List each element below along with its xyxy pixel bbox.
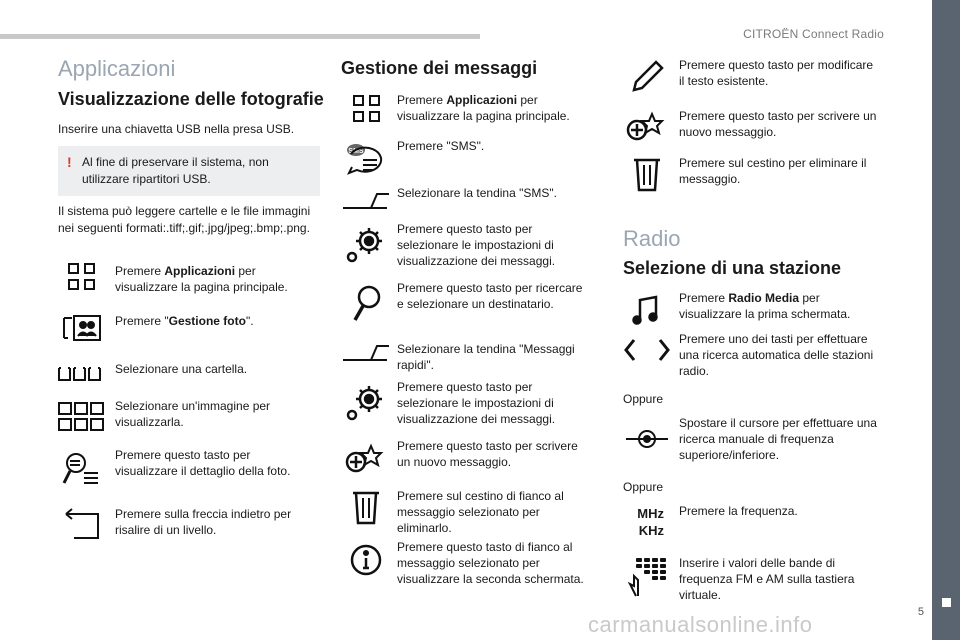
col2-item-1-text: Premere Applicazioni per visualizzare la pagina principale. (397, 93, 570, 123)
header-title: CITROËN Connect Radio (743, 27, 884, 41)
col1-item-1-text: Premere Applicazioni per visualizzare la pagina principale. (115, 264, 288, 294)
right-sidebar-bar (932, 0, 960, 640)
col2-item-3-text: Selezionare la tendina "SMS". (397, 186, 557, 200)
col2-item-6-text: Selezionare la tendina "Messaggi rapidi". (397, 342, 575, 372)
folder-row-icon[interactable] (56, 354, 106, 394)
warning-box (58, 146, 320, 196)
oppure-label-1: Oppure (623, 392, 664, 406)
music-note-icon[interactable] (622, 290, 672, 330)
frequency-icon[interactable] (622, 502, 672, 544)
tab-icon[interactable] (341, 182, 391, 222)
col2-item-5-text: Premere questo tasto per ricercare e selezionare un destinatario. (397, 281, 583, 311)
subtitle-station: Selezione di una stazione (623, 258, 842, 278)
sms-icon[interactable] (341, 138, 391, 178)
col1-item-6-text: Premere sulla freccia indietro per risalire di un livello. (115, 507, 292, 537)
new-message-icon[interactable] (341, 438, 391, 478)
trash-icon[interactable] (341, 488, 391, 528)
subtitle-messages: Gestione dei messaggi (341, 58, 538, 78)
apps-grid-icon[interactable] (341, 89, 391, 129)
apps-grid-icon[interactable] (58, 258, 108, 298)
col2-item-4-text: Premere questo tasto per selezionare le impostazioni di visualizzazione dei messaggi. (397, 222, 556, 268)
warning-text: Al fine di preservare il sistema, non utilizzare ripartitori USB. (82, 155, 269, 186)
khz-label: KHz (638, 523, 664, 538)
col1-item-4-text: Selezionare un'immagine per visualizzarla. (115, 399, 271, 429)
pencil-icon[interactable] (622, 56, 672, 96)
page-marker (942, 598, 951, 607)
sms-badge-text: SMS (348, 148, 364, 155)
photo-manager-icon[interactable] (58, 308, 108, 348)
oppure-label-2: Oppure (623, 480, 664, 494)
trash-icon[interactable] (622, 155, 672, 195)
col3-item-6-text: Spostare il cursore per effettuare una ricerca manuale di frequenza superiore/inferiore. (679, 416, 877, 462)
col3-item-4-text: Premere Radio Media per visualizzare la prima schermata. (679, 291, 851, 321)
search-icon[interactable] (341, 283, 391, 323)
top-rule (0, 34, 480, 39)
section-title-radio: Radio (623, 226, 681, 251)
keypad-icon[interactable] (622, 554, 672, 600)
formats-text: Il sistema può leggere cartelle e le file immagini nei seguenti formati:.tiff;.gif;.jpg/jpeg;.bmp;.png. (58, 204, 311, 235)
col2-item-7-text: Premere questo tasto per selezionare le impostazioni di visualizzazione dei messaggi. (397, 380, 556, 426)
warning-icon: ! (67, 154, 72, 170)
col2-item-8-text: Premere questo tasto per scrivere un nuovo messaggio. (397, 439, 578, 469)
image-grid-icon[interactable] (56, 397, 106, 437)
col3-item-2-text: Premere questo tasto per scrivere un nuovo messaggio. (679, 109, 877, 139)
col3-item-5-text: Premere uno dei tasti per effettuare una ricerca automatica delle stazioni radio. (679, 332, 874, 378)
intro-text: Inserire una chiavetta USB nella presa USB. (58, 122, 295, 136)
col3-item-8-text: Inserire i valori delle bande di frequenza FM e AM sulla tastiera virtuale. (679, 556, 855, 602)
info-icon[interactable] (341, 540, 391, 580)
back-arrow-icon[interactable] (58, 504, 108, 544)
col1-item-3-text: Selezionare una cartella. (115, 362, 248, 376)
col2-item-2-text: Premere "SMS". (397, 139, 485, 153)
col1-item-2-text: Premere "Gestione foto". (115, 314, 254, 328)
page-number: 5 (917, 606, 924, 618)
col1-item-5-text: Premere questo tasto per visualizzare il dettaglio della foto. (115, 448, 291, 478)
mhz-label: MHz (637, 506, 664, 521)
settings-gear-icon[interactable] (341, 383, 391, 423)
new-message-icon[interactable] (622, 106, 672, 146)
section-title-applicazioni: Applicazioni (58, 56, 176, 81)
watermark: carmanualsonline.info (588, 612, 813, 637)
col3-item-7-text: Premere la frequenza. (679, 504, 798, 518)
col3-item-1-text: Premere questo tasto per modificare il testo esistente. (679, 58, 874, 88)
col3-item-3-text: Premere sul cestino per eliminare il messaggio. (679, 156, 867, 186)
subtitle-photos: Visualizzazione delle fotografie (58, 89, 324, 109)
chevrons-icon[interactable] (622, 330, 672, 370)
settings-gear-icon[interactable] (341, 225, 391, 265)
tuning-cursor-icon[interactable] (622, 419, 672, 459)
col2-item-10-text: Premere questo tasto di fianco al messaggio selezionato per visualizzare la seconda schermata. (397, 540, 584, 586)
tab-icon[interactable] (341, 334, 391, 374)
col2-item-9-text: Premere sul cestino di fianco al messaggio selezionato per eliminarlo. (397, 489, 564, 535)
detail-search-icon[interactable] (58, 449, 108, 489)
